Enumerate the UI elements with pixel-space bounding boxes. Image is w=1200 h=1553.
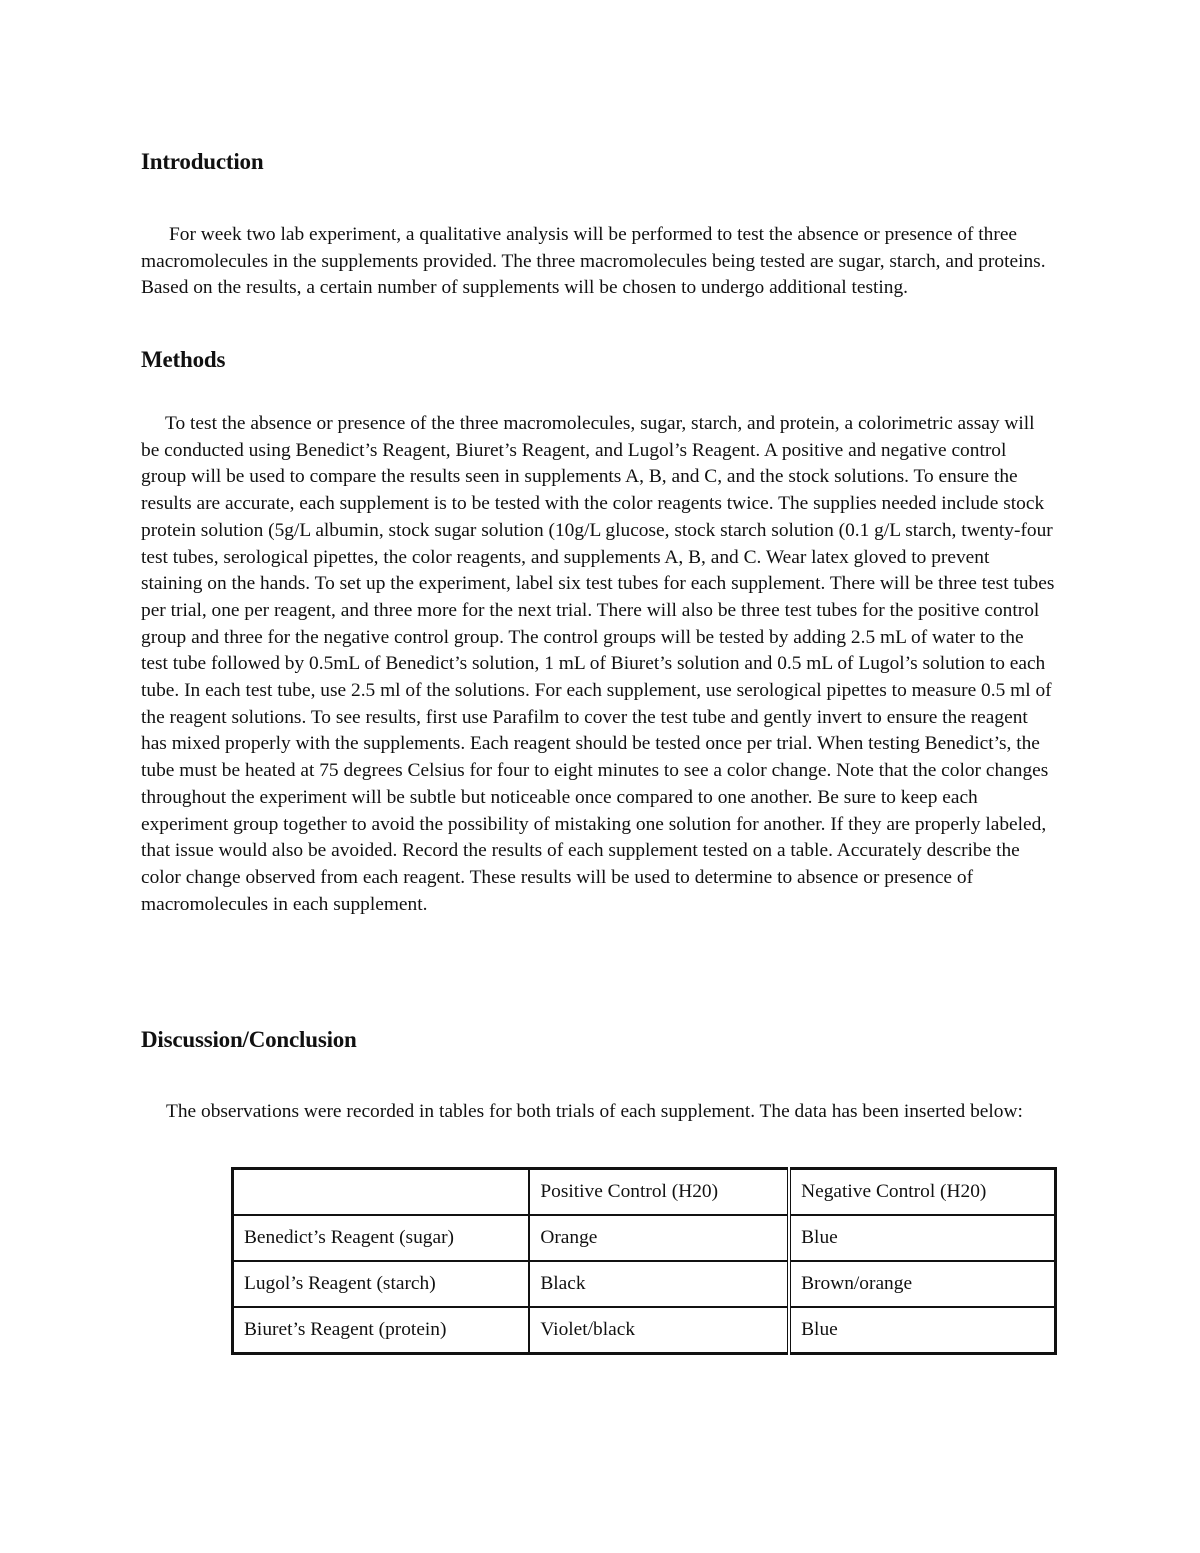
table-cell: Lugol’s Reagent (starch) <box>233 1261 530 1307</box>
introduction-paragraph: For week two lab experiment, a qualitative analysis will be performed to test the absence or presence of three macromolecules in the supplements provided. The three macromolecules being tested are sugar, starch, and proteins. Based on the results, a certain number of supplements will be chosen to undergo additional testing. <box>141 224 1046 299</box>
methods-paragraph: To test the absence or presence of the three macromolecules, sugar, starch, and protein, a colorimetric assay will be conducted using Benedict’s Reagent, Biuret’s Reagent, and Lugol’s Reagent. A positive and negative control group will be used to compare the results seen in supplements A, B, and C, and the stock solutions. To ensure the results are accurate, each supplement is to be tested with the color reagents twice. The supplies needed include stock protein solution (5g/L albumin, stock sugar solution (10g/L glucose, stock starch solution (0.1 g/L starch, twenty-four test tubes, serological pipettes, the color reagents, and supplements A, B, and C. Wear latex gloved to prevent staining on the hands. To set up the experiment, label six test tubes for each supplement. There will be three test tubes per trial, one per reagent, and three more for the next trial. There will also be three test tubes for the positive control group and three for the negative control group. The control groups will be tested by adding 2.5 mL of water to the test tube followed by 0.5mL of Benedict’s solution, 1 mL of Biuret’s solution and 0.5 mL of Lugol’s solution to each tube. In each test tube, use 2.5 ml of the solutions. For each supplement, use serological pipettes to measure 0.5 ml of the reagent solutions. To see results, first use Parafilm to cover the test tube and gently invert to ensure the reagent has mixed properly with the supplements. Each reagent should be tested once per trial. When testing Benedict’s, the tube must be heated at 75 degrees Celsius for four to eight minutes to see a color change. Note that the color changes throughout the experiment will be subtle but noticeable once compared to one another. Be sure to keep each experiment group together to avoid the possibility of mistaking one solution for another. If they are properly labeled, that issue would also be avoided. Record the results of each supplement tested on a table. Accurately describe the color change observed from each reagent. These results will be used to determine to absence or presence of macromolecules in each supplement. <box>141 413 1055 915</box>
table-cell: Black <box>529 1261 789 1307</box>
table-header-cell <box>233 1169 530 1216</box>
table-row <box>233 1307 1056 1354</box>
discussion-heading: Discussion/Conclusion <box>141 1027 357 1052</box>
table-header-cell: Negative Control (H20) <box>789 1169 1055 1216</box>
table-cell: Blue <box>789 1215 1055 1261</box>
table-cell: Blue <box>789 1307 1055 1354</box>
results-table <box>231 1167 1057 1355</box>
methods-heading: Methods <box>141 347 226 372</box>
table-header-cell: Positive Control (H20) <box>529 1169 789 1216</box>
table-row <box>233 1215 1056 1261</box>
table-cell: Biuret’s Reagent (protein) <box>233 1307 530 1354</box>
discussion-paragraph: The observations were recorded in tables for both trials of each supplement. The data has been inserted below: <box>166 1101 1023 1122</box>
table-row <box>233 1261 1056 1307</box>
table-cell: Benedict’s Reagent (sugar) <box>233 1215 530 1261</box>
table-header-row <box>233 1169 1056 1216</box>
table-cell: Violet/black <box>529 1307 789 1354</box>
table-cell: Brown/orange <box>789 1261 1055 1307</box>
table-cell: Orange <box>529 1215 789 1261</box>
introduction-heading: Introduction <box>141 149 264 174</box>
